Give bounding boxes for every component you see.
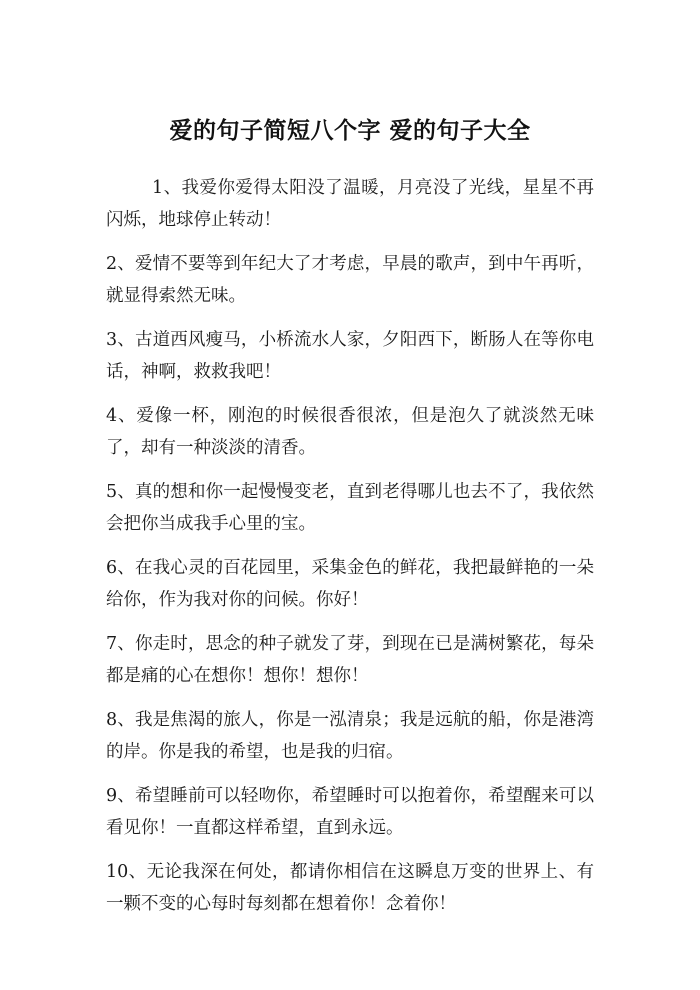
paragraph-2: 2、爱情不要等到年纪大了才考虑，早晨的歌声，到中午再听，就显得索然无味。: [106, 254, 594, 306]
paragraph-3: 3、古道西风瘦马，小桥流水人家，夕阳西下，断肠人在等你电话，神啊，救救我吧！: [106, 330, 594, 382]
paragraph-5: 5、真的想和你一起慢慢变老，直到老得哪儿也去不了，我依然会把你当成我手心里的宝。: [106, 482, 594, 534]
document-body: [106, 172, 594, 932]
paragraph-1: 1、我爱你爱得太阳没了温暖，月亮没了光线，星星不再闪烁，地球停止转动！: [106, 178, 594, 230]
paragraph-4: 4、爱像一杯，刚泡的时候很香很浓，但是泡久了就淡然无味了，却有一种淡淡的清香。: [106, 406, 594, 458]
paragraph-10: 10、无论我深在何处，都请你相信在这瞬息万变的世界上、有一颗不变的心每时每刻都在想着你！念着你！: [106, 862, 594, 914]
paragraph-8: 8、我是焦渴的旅人，你是一泓清泉；我是远航的船，你是港湾的岸。你是我的希望，也是我的归宿。: [106, 710, 594, 762]
paragraph-9: 9、希望睡前可以轻吻你，希望睡时可以抱着你，希望醒来可以看见你！一直都这样希望，直到永远。: [106, 786, 594, 838]
paragraph-6: 6、在我心灵的百花园里，采集金色的鲜花，我把最鲜艳的一朵给你，作为我对你的问候。你好！: [106, 558, 594, 610]
document-title: 爱的句子简短八个字 爱的句子大全: [169, 118, 531, 144]
paragraph-7: 7、你走时，思念的种子就发了芽，到现在已是满树繁花，每朵都是痛的心在想你！想你！想你！: [106, 634, 594, 686]
